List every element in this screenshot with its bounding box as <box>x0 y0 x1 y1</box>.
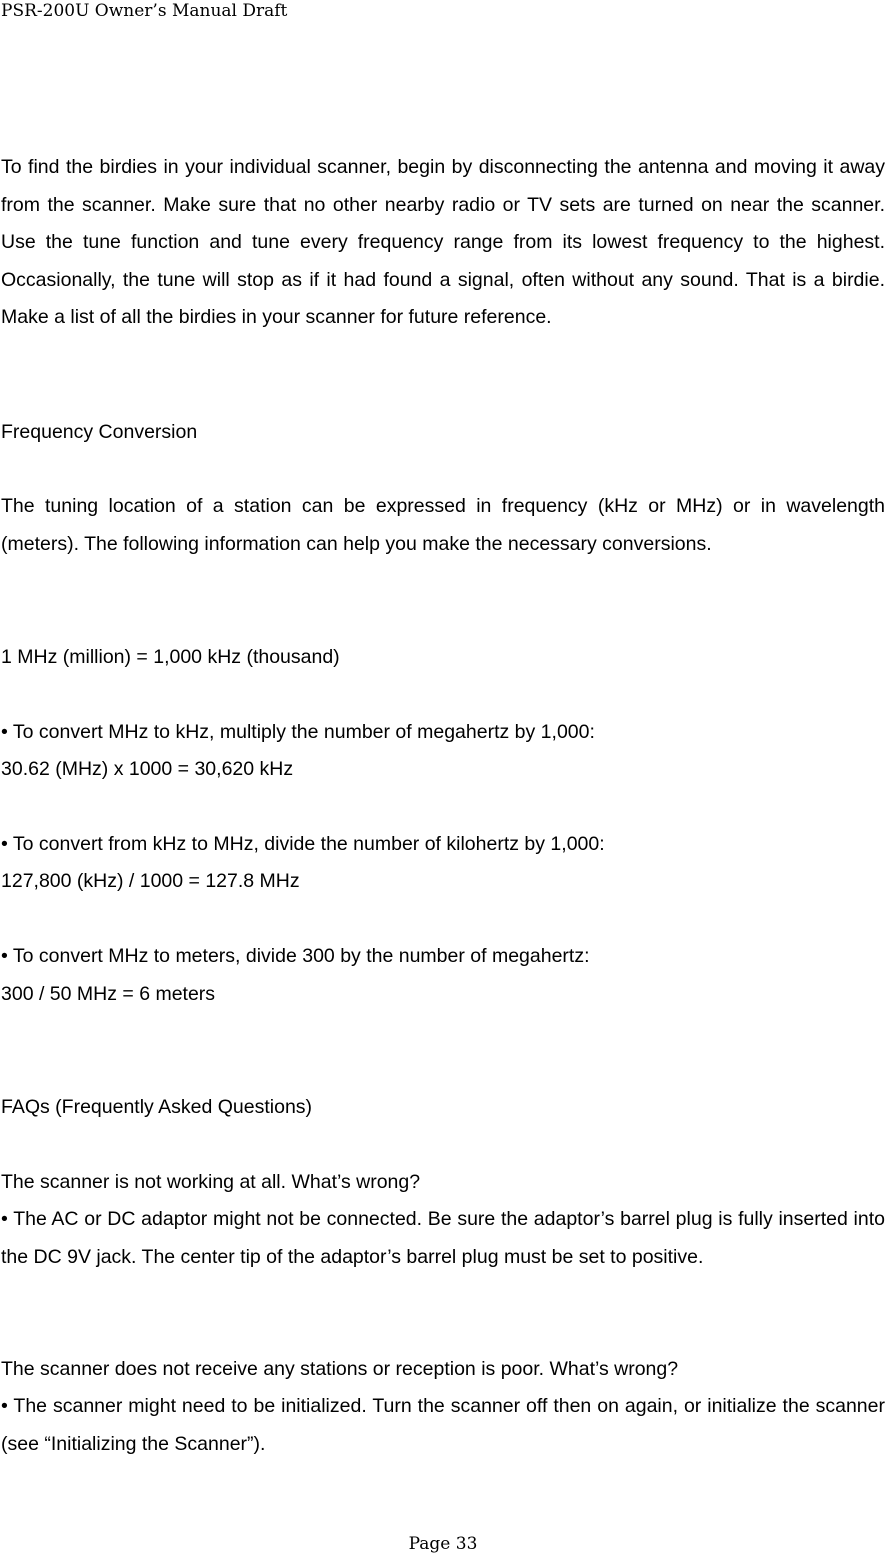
faq-answer-no-reception: • The scanner might need to be initialized. Turn the scanner off then on again, or initialize the scanner (see “Initializing the Scanner”). <box>1 1395 885 1455</box>
conversion-instruction-mhz-to-meters: • To convert MHz to meters, divide 300 by the number of megahertz: <box>1 945 590 967</box>
conversion-instruction-mhz-to-khz: • To convert MHz to kHz, multiply the number of megahertz by 1,000: <box>1 721 595 743</box>
page-number: Page 33 <box>408 1534 478 1554</box>
faq-question-not-working: The scanner is not working at all. What’s wrong? <box>1 1171 421 1193</box>
faq-heading: FAQs (Frequently Asked Questions) <box>1 1096 313 1118</box>
mhz-definition: 1 MHz (million) = 1,000 kHz (thousand) <box>1 646 340 668</box>
conversion-example-mhz-to-meters: 300 / 50 MHz = 6 meters <box>1 983 216 1005</box>
faq-question-no-reception: The scanner does not receive any stations or reception is poor. What’s wrong? <box>1 1358 679 1380</box>
frequency-intro-paragraph: The tuning location of a station can be expressed in frequency (kHz or MHz) or in wavelength (meters). The following information can help you make the necessary conversions. <box>1 495 885 555</box>
conversion-example-khz-to-mhz: 127,800 (kHz) / 1000 = 127.8 MHz <box>1 870 300 892</box>
frequency-conversion-heading: Frequency Conversion <box>1 421 198 443</box>
document-header: PSR-200U Owner’s Manual Draft <box>1 1 288 21</box>
conversion-instruction-khz-to-mhz: • To convert from kHz to MHz, divide the number of kilohertz by 1,000: <box>1 833 605 855</box>
birdies-paragraph: To find the birdies in your individual scanner, begin by disconnecting the antenna and moving it away from the scanner. Make sure that no other nearby radio or TV sets are turned on near the scanner. Use the tune function and tune every frequency range from its lowest frequency to the highest. Occasionally, the tune will stop as if it had found a signal, often without any sound. That is a birdie. Make a list of all the birdies in your scanner for future reference. <box>1 156 885 328</box>
conversion-example-mhz-to-khz: 30.62 (MHz) x 1000 = 30,620 kHz <box>1 758 294 780</box>
faq-answer-not-working: • The AC or DC adaptor might not be connected. Be sure the adaptor’s barrel plug is fully inserted into the DC 9V jack. The center tip of the adaptor’s barrel plug must be set to positive. <box>1 1208 885 1268</box>
